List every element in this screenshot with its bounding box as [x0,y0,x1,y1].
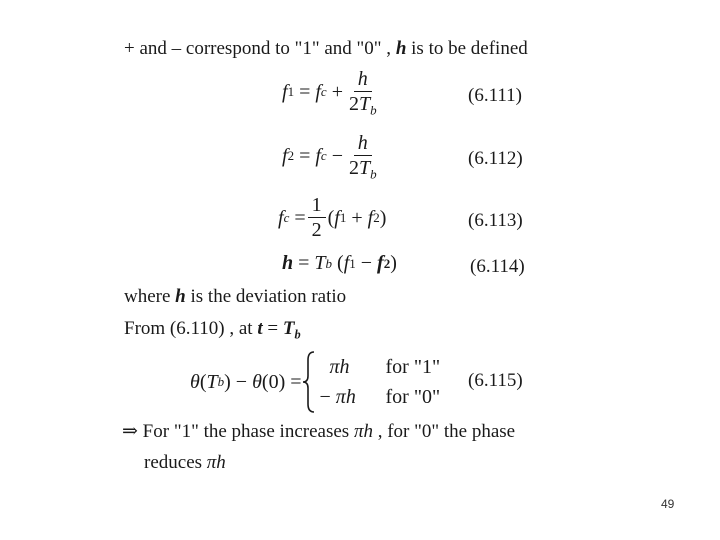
arrow-pih: πh [353,421,373,442]
intro-text-2: is to be defined [406,38,528,59]
page-number: 49 [661,497,675,511]
reduces-text: reduces [144,452,207,473]
intro-text-1: + and – correspond to "1" and "0" , [124,38,396,59]
case-row-2: − πh for "0" [320,382,441,412]
from-text: From (6.110) , at [124,318,258,339]
case-row-1: πh for "1" [320,352,441,382]
equation-number-6-111: (6.111) [468,85,522,106]
arrow-text-2: , for "0" the phase [372,421,516,442]
left-brace-icon [302,350,316,414]
case-label-1: for "1" [385,356,441,378]
case-label-2: for "0" [385,386,441,408]
equation-number-6-114: (6.114) [470,256,525,277]
intro-h: h [395,38,407,59]
where-text-2: is the deviation ratio [185,286,347,307]
arrow-line [122,420,515,443]
reduces-pih: πh [206,452,226,473]
cases-block [320,352,441,412]
intro-line [124,38,528,60]
equation-number-6-115: (6.115) [468,370,523,391]
fraction-one: 1 [308,194,326,218]
equation-6-115: θ ( T b ) − θ (0) = πh for "1" − πh for "0" [190,350,440,414]
arrow-text-1: For "1" the phase increases [137,421,354,442]
where-line [124,286,346,308]
implies-arrow-icon: ⇒ [122,421,138,442]
equation-number-6-112: (6.112) [468,148,523,169]
where-h: h [175,286,186,307]
where-text-1: where [124,286,176,307]
equation-number-6-113: (6.113) [468,210,523,231]
equation-6-112: f 2 = f c − $\frac{h}{2T_b}$ [282,132,377,182]
equation-6-114: h = T b ( f 1 − f 2 ) [282,252,397,274]
fraction-two: 2 [311,219,322,241]
equation-6-113: f c = $\frac{1}{2}$ ( f 1 + f 2 ) [278,194,387,241]
equation-6-111: f 1 = f c + $\frac{h}{2T_b}$ [282,68,377,118]
from-line: From (6.110) , at $t = T_b$ [124,318,301,342]
reduces-line [144,452,226,474]
